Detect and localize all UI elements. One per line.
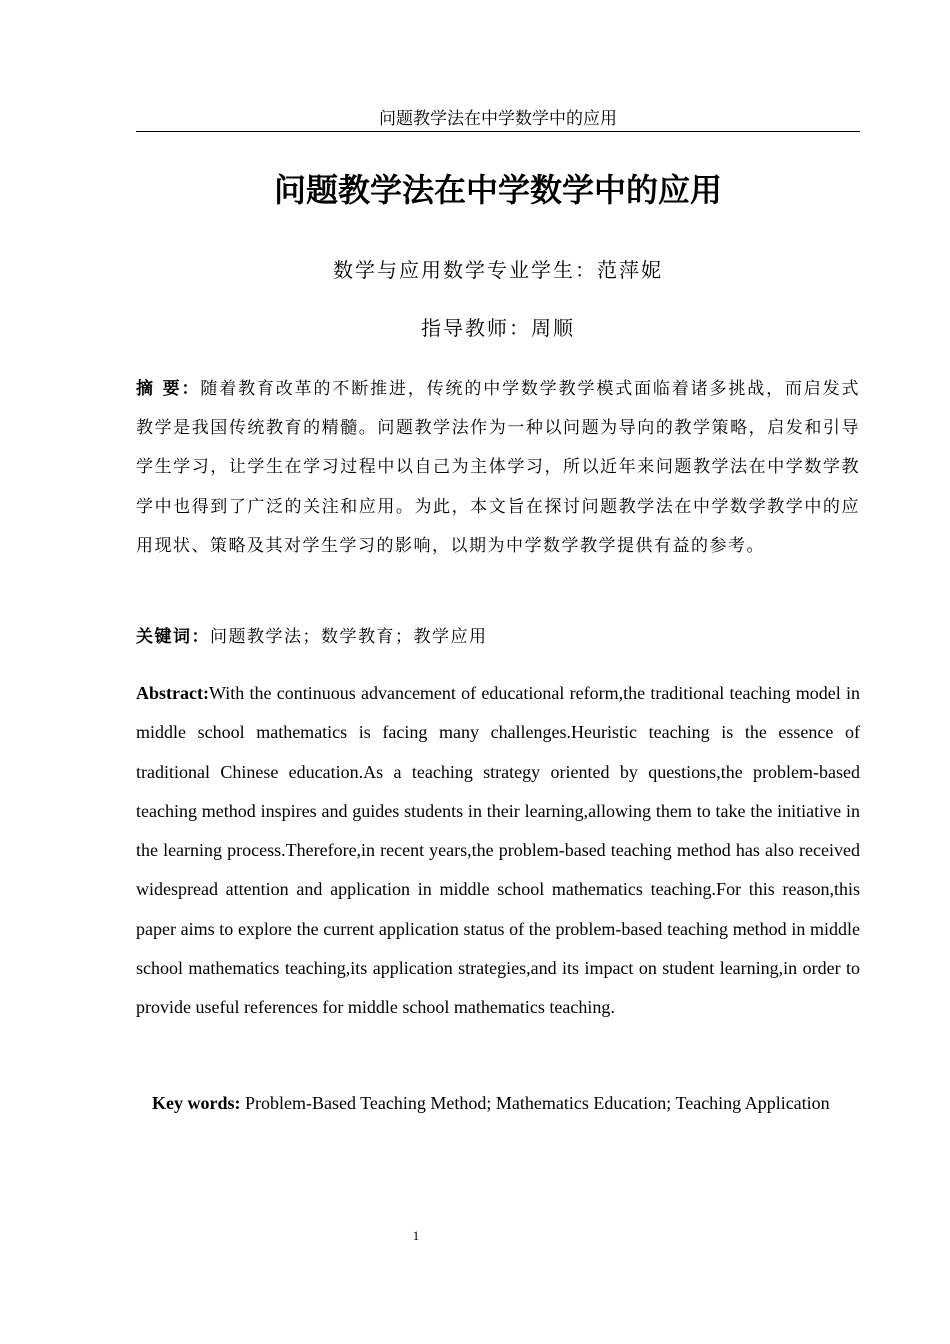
page-number: 1: [412, 1228, 420, 1243]
english-keywords-text: Problem-Based Teaching Method; Mathematics Education; Teaching Application: [245, 1093, 830, 1113]
english-abstract-text: With the continuous advancement of educational reform,the traditional teaching model in middle school mathematics is facing many challenges.Heuristic teaching is the essence of traditional Chinese education.As a teaching strategy oriented by questions,the problem-based teaching method inspires and guides students in their learning,allowing them to take the initiative in the learning process.Therefore,in recent years,the problem-based teaching method has also received widespread attention and application in middle school mathematics teaching.For this reason,this paper aims to explore the current application status of the problem-based teaching method in middle school mathematics teaching,its application strategies,and its impact on student learning,in order to provide useful references for middle school mathematics teaching.: [136, 683, 860, 1018]
chinese-keywords: [136, 623, 860, 651]
english-abstract: [136, 674, 860, 1028]
english-keywords: [136, 1084, 860, 1123]
chinese-abstract: [136, 370, 860, 566]
chinese-keywords-text: 问题教学法；数学教育；教学应用: [210, 627, 488, 647]
advisor-line: 指导教师：周顺: [421, 316, 575, 340]
chinese-abstract-text: 随着教育改革的不断推进，传统的中学数学教学模式面临着诸多挑战，而启发式教学是我国传统教育的精髓。问题教学法作为一种以问题为导向的教学策略，启发和引导学生学习，让学生在学习过程中以自己为主体学习，所以近年来问题教学法在中学数学教学中也得到了广泛的关注和应用。为此，本文旨在探讨问题教学法在中学数学教学中的应用现状、策略及其对学生学习的影响，以期为中学数学教学提供有益的参考。: [136, 379, 861, 556]
running-header: 问题教学法在中学数学中的应用: [136, 108, 860, 132]
chinese-keywords-label: 关键词：: [136, 627, 210, 647]
author-line: 数学与应用数学专业学生：范萍妮: [333, 258, 663, 282]
paper-title: 问题教学法在中学数学中的应用: [273, 171, 722, 209]
english-abstract-label: Abstract:: [136, 683, 209, 703]
english-keywords-label: Key words:: [152, 1093, 241, 1113]
chinese-abstract-label: 摘 要：: [136, 379, 201, 399]
